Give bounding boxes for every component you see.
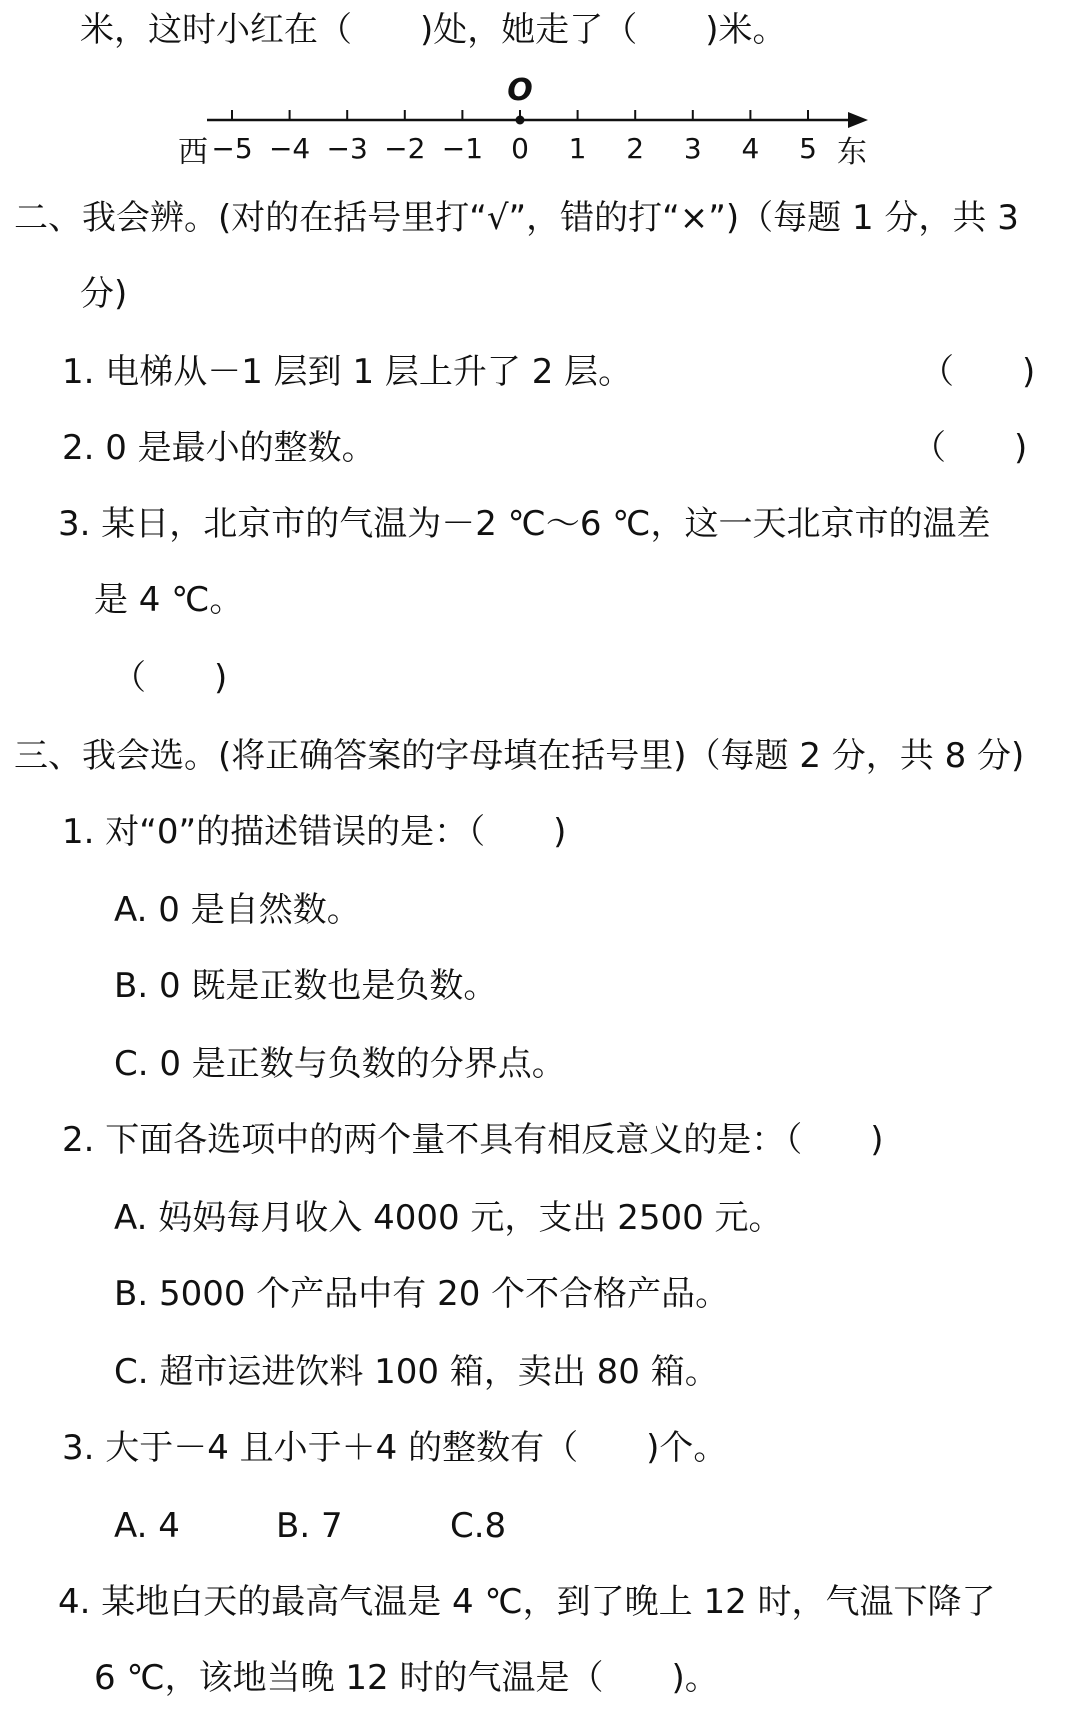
section2-q1-text: 1. 电梯从－1 层到 1 层上升了 2 层。 bbox=[62, 352, 633, 392]
tick-label: −3 bbox=[326, 132, 368, 165]
option-c: C. 超市运进饮料 100 箱，卖出 80 箱。 bbox=[114, 1352, 719, 1392]
answer-bracket: （ ) bbox=[912, 428, 1028, 468]
option-a: A. 0 是自然数。 bbox=[114, 890, 361, 930]
section3-q2-text: 2. 下面各选项中的两个量不具有相反意义的是：（ ) bbox=[62, 1120, 884, 1160]
answer-bracket: （ ) bbox=[920, 352, 1036, 392]
option-a: A. 4 bbox=[114, 1506, 180, 1546]
arrow-right-icon bbox=[848, 112, 868, 128]
tick-label: 3 bbox=[683, 132, 702, 165]
section3-q1-text: 1. 对“0”的描述错误的是：（ ) bbox=[62, 812, 567, 852]
option-c: C.8 bbox=[450, 1506, 507, 1546]
tick-group bbox=[211, 110, 817, 165]
option-b: B. 7 bbox=[276, 1506, 343, 1546]
section3-q4-line1: 4. 某地白天的最高气温是 4 ℃，到了晚上 12 时，气温下降了 bbox=[58, 1582, 996, 1622]
fill-in-line: 米，这时小红在（ )处，她走了（ )米。 bbox=[80, 10, 787, 50]
tick-label: 4 bbox=[741, 132, 760, 165]
section3-heading: 三、我会选。(将正确答案的字母填在括号里)（每题 2 分，共 8 分) bbox=[14, 736, 1025, 776]
section2-q3-line2: 是 4 ℃。 bbox=[94, 580, 244, 620]
tick-label: 2 bbox=[626, 132, 645, 165]
option-c: C. 0 是正数与负数的分界点。 bbox=[114, 1044, 566, 1084]
option-a: A. 妈妈每月收入 4000 元，支出 2500 元。 bbox=[114, 1198, 783, 1238]
number-line bbox=[0, 72, 1080, 182]
option-b: B. 5000 个产品中有 20 个不合格产品。 bbox=[114, 1274, 730, 1314]
section3-q4-line2: 6 ℃，该地当晚 12 时的气温是（ )。 bbox=[94, 1658, 719, 1698]
section2-heading-line1: 二、我会辨。(对的在括号里打“√”，错的打“×”)（每题 1 分，共 3 bbox=[14, 198, 1019, 238]
option-b: B. 0 既是正数也是负数。 bbox=[114, 966, 498, 1006]
tick-label: −1 bbox=[441, 132, 484, 165]
tick-label: −4 bbox=[268, 132, 311, 165]
west-label: 西 bbox=[178, 135, 208, 170]
section2-q2-text: 2. 0 是最小的整数。 bbox=[62, 428, 376, 468]
tick-label: 5 bbox=[799, 132, 817, 165]
east-label: 东 bbox=[837, 135, 867, 170]
origin-label: O bbox=[507, 73, 533, 108]
tick-label: −2 bbox=[384, 132, 426, 165]
answer-bracket: （ ) bbox=[112, 658, 228, 698]
tick-label: 1 bbox=[568, 132, 587, 165]
section2-heading-line2: 分) bbox=[80, 274, 128, 314]
section3-q3-text: 3. 大于－4 且小于＋4 的整数有（ )个。 bbox=[62, 1428, 728, 1468]
section2-q3-line1: 3. 某日，北京市的气温为－2 ℃～6 ℃，这一天北京市的温差 bbox=[58, 504, 991, 544]
tick-label: 0 bbox=[511, 132, 529, 165]
tick-label: −5 bbox=[211, 132, 253, 165]
